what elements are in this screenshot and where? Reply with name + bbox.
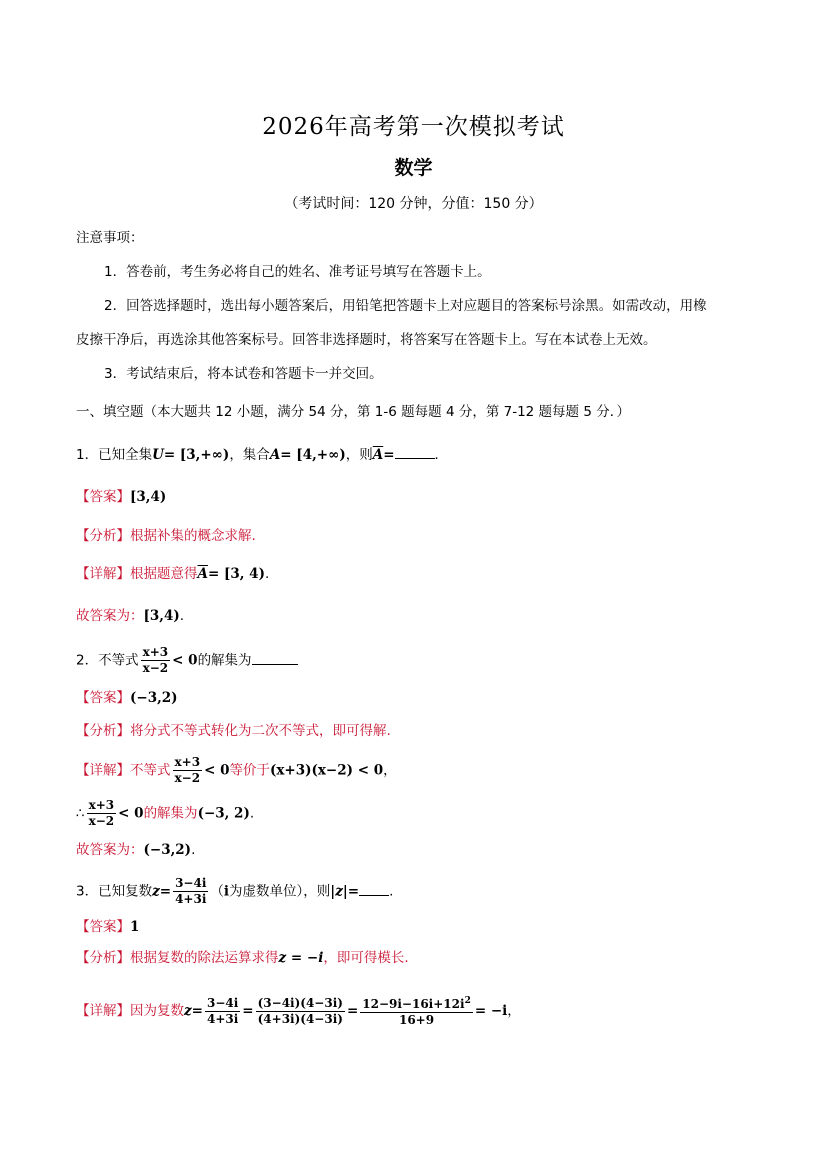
notice-item-1: 1．答卷前，考生务必将自己的姓名、准考证号填写在答题卡上。 — [104, 264, 491, 280]
q2-detail-fraction — [173, 755, 203, 786]
q3-answer-blank — [359, 883, 389, 896]
q1-detail-label: 【详解】 — [76, 566, 130, 582]
q2-detail-label: 【详解】 — [76, 762, 130, 779]
q1-analysis-text: 根据补集的概念求解. — [130, 528, 256, 544]
q3-detail-fraction-3-numerator-text: 12−9i−16i+12i — [362, 997, 465, 1011]
q3-answer-label: 【答案】 — [76, 919, 130, 935]
q1-text-3: ，则 — [345, 447, 373, 463]
exam-time-info: （考试时间：120 分钟，分值：150 分） — [284, 196, 543, 212]
q3-detail-fraction-3 — [360, 994, 473, 1028]
q3-text-1: 3．已知复数 — [76, 883, 153, 900]
q2-fraction-denominator: x−2 — [142, 661, 169, 675]
q2-final — [76, 840, 195, 860]
notice-item-2-line-2: 皮擦干净后，再选涂其他答案标号。回答非选择题时，将答案写在答题卡上。写在本试卷上无效。 — [76, 332, 657, 348]
q2-detail-fraction-denominator: x−2 — [174, 771, 201, 785]
q1-eq-u: = [3,+∞) — [163, 447, 230, 463]
q3-text-end: . — [389, 883, 394, 900]
question-2 — [76, 645, 298, 676]
q1-final-label: 故答案为： — [76, 608, 144, 624]
notice-item-2-line-1: 2．回答选择题时，选出每小题答案后，用铅笔把答题卡上对应题目的答案标号涂黑。如需改动，用橡 — [104, 298, 707, 314]
q1-detail — [76, 564, 269, 584]
q3-detail-end: ， — [507, 1003, 521, 1019]
q3-detail-z: z — [184, 1003, 192, 1019]
notice-heading: 注意事项： — [76, 230, 144, 246]
q1-detail-text: 根据题意得 — [130, 566, 198, 582]
q2-fraction-numerator: x+3 — [142, 645, 169, 659]
q3-detail-eq-1: = — [191, 1003, 203, 1019]
q1-set-a: A — [269, 447, 281, 463]
q3-detail-fraction-2-numerator: (3−4i)(4−3i) — [257, 995, 343, 1010]
q1-text-4: ． — [434, 447, 449, 463]
q1-final-end: . — [179, 608, 185, 624]
q3-analysis-eq: z = −i — [278, 950, 324, 966]
q1-answer-value: [3,4) — [130, 489, 167, 505]
q2-conclusion-end: . — [249, 805, 255, 822]
q3-detail-text: 因为复数 — [130, 1003, 184, 1019]
q2-conclusion-lt-zero: < 0 — [118, 805, 144, 822]
q1-complement-a: $\overline{A}$ — [372, 447, 384, 463]
q1-eq-sign: = — [383, 447, 395, 463]
q2-final-value: (−3,2) — [143, 842, 192, 858]
q2-detail-lt-zero: < 0 — [204, 762, 230, 779]
q3-fraction-numerator: 3−4i — [175, 876, 207, 890]
q1-detail-end: . — [264, 566, 270, 582]
q2-conclusion-fraction-numerator: x+3 — [88, 798, 115, 812]
q2-detail-text-2: 等价于 — [229, 762, 270, 779]
q2-conclusion-text: 的解集为 — [143, 805, 198, 822]
q3-detail-fraction-1 — [205, 996, 240, 1027]
q3-answer — [76, 917, 139, 937]
q2-answer — [76, 688, 178, 708]
question-3 — [76, 876, 393, 907]
q3-text-3: 为虚数单位），则 — [229, 883, 331, 900]
q2-analysis-text: 将分式不等式转化为二次不等式，即可得解. — [130, 723, 391, 739]
q1-answer-blank — [395, 446, 435, 459]
q2-conclusion-value: (−3, 2) — [197, 805, 250, 822]
q1-eq-a: = [4,+∞) — [280, 447, 346, 463]
q2-detail-end: ， — [383, 762, 397, 779]
q3-detail-eq-2: = — [242, 1003, 254, 1019]
q3-fraction — [173, 876, 208, 907]
q3-detail-label: 【详解】 — [76, 1003, 130, 1019]
q3-detail-fraction-3-numerator — [360, 994, 473, 1013]
q2-text-1: 2．不等式 — [76, 652, 139, 669]
q2-final-label: 故答案为： — [76, 842, 144, 858]
q3-detail — [76, 994, 521, 1028]
q1-answer-label: 【答案】 — [76, 489, 130, 505]
q2-detail-text-1: 不等式 — [130, 762, 171, 779]
q1-final-value: [3,4) — [143, 608, 180, 624]
subject-title: 数学 — [394, 157, 433, 179]
q2-therefore-symbol: ∴ — [76, 805, 85, 822]
q3-analysis-text-2: ，即可得模长. — [323, 950, 409, 966]
notice-item-3: 3．考试结束后，将本试卷和答题卡一并交回。 — [104, 366, 383, 382]
q2-conclusion-fraction-denominator: x−2 — [88, 814, 115, 828]
q3-detail-fraction-3-exponent: 2 — [464, 996, 471, 1006]
q1-analysis-label: 【分析】 — [76, 528, 130, 544]
q2-detail-equation: (x+3)(x−2) < 0 — [269, 762, 384, 779]
q3-z: z — [152, 883, 160, 900]
q2-text-2: 的解集为 — [197, 652, 252, 669]
q3-imag-unit: i — [223, 883, 230, 900]
q2-conclusion-fraction — [87, 798, 117, 829]
q3-answer-value: 1 — [130, 919, 140, 935]
q3-detail-fraction-2 — [256, 996, 345, 1027]
q2-lt-zero: < 0 — [172, 652, 198, 669]
q1-detail-eq: = [3, 4) — [207, 566, 265, 582]
q3-analysis — [76, 948, 409, 968]
q3-detail-eq-3: = — [346, 1003, 359, 1019]
q1-set-u: U — [152, 447, 164, 463]
q2-fraction — [141, 645, 171, 676]
q3-fraction-denominator: 4+3i — [175, 892, 207, 906]
q3-analysis-text-1: 根据复数的除法运算求得 — [130, 950, 279, 966]
q3-eq-sign: = — [347, 883, 360, 900]
q2-detail — [76, 755, 397, 786]
q2-conclusion — [76, 798, 254, 829]
q3-detail-fraction-2-denominator: (4+3i)(4−3i) — [257, 1011, 343, 1026]
q3-detail-fraction-3-denominator: 16+9 — [398, 1013, 435, 1027]
exam-title: 2026年高考第一次模拟考试 — [262, 114, 565, 140]
question-1 — [76, 445, 448, 465]
q1-detail-complement-a: $\overline{A}$ — [197, 566, 208, 582]
q3-eq: = — [159, 883, 172, 900]
q3-detail-fraction-1-numerator: 3−4i — [206, 995, 239, 1010]
q2-analysis-label: 【分析】 — [76, 723, 130, 739]
q2-answer-label: 【答案】 — [76, 690, 130, 706]
q3-text-2: （ — [210, 883, 224, 900]
section-heading: 一、填空题（本大题共 12 小题，满分 54 分，第 1-6 题每题 4 分，第 7-12 题每题 5 分．） — [76, 404, 630, 420]
q1-text-1: 1．已知全集 — [76, 447, 153, 463]
q1-answer — [76, 487, 166, 507]
q2-analysis — [76, 721, 391, 741]
q2-answer-value: (−3,2) — [130, 690, 178, 706]
q3-abs-z: |z| — [330, 883, 348, 900]
q1-analysis — [76, 526, 256, 546]
q1-text-2: ，集合 — [229, 447, 270, 463]
q1-final — [76, 606, 184, 626]
q2-detail-fraction-numerator: x+3 — [174, 755, 201, 769]
q3-detail-fraction-1-denominator: 4+3i — [206, 1011, 239, 1026]
q2-answer-blank — [252, 652, 298, 665]
q3-analysis-label: 【分析】 — [76, 950, 130, 966]
q2-final-end: . — [191, 842, 196, 858]
q3-detail-result: = −i — [474, 1003, 508, 1019]
